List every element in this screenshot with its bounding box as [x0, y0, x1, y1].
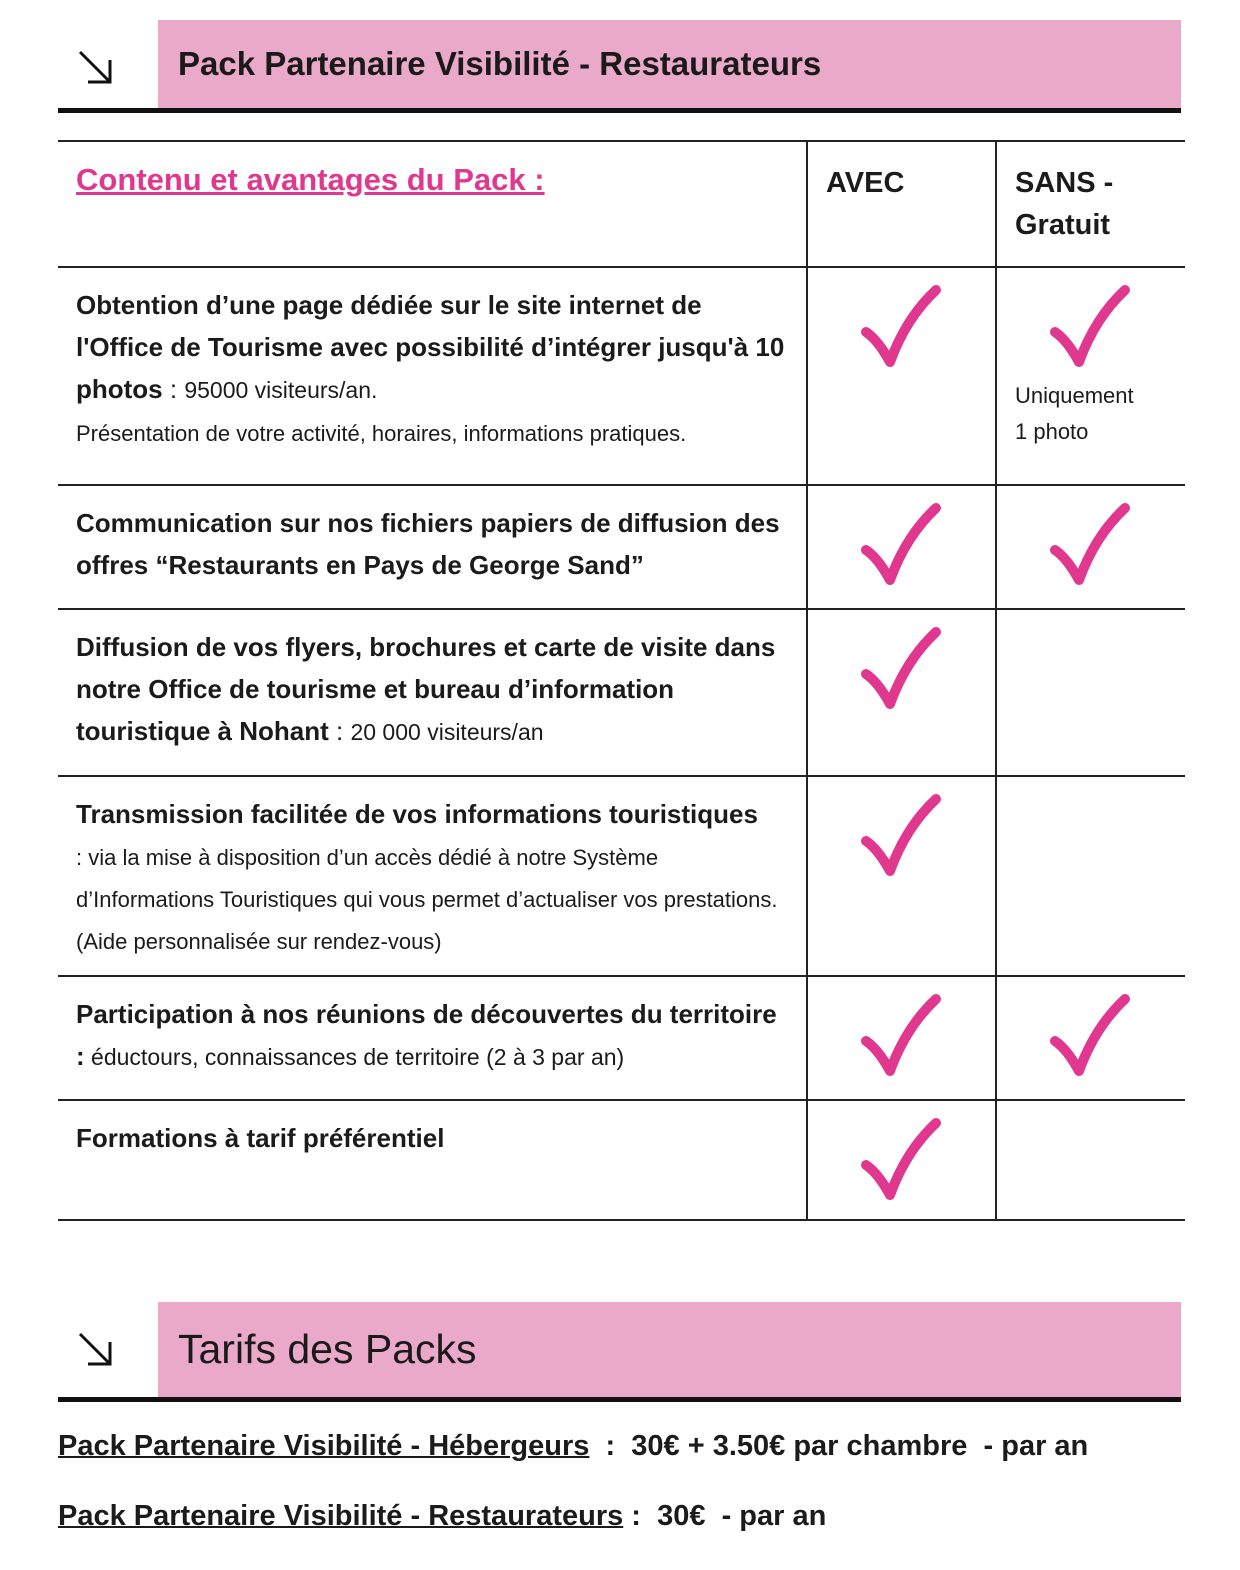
col-sans — [997, 142, 1185, 266]
row-description — [58, 977, 806, 1092]
tarif-value: : 30€ + 3.50€ par chambre - par an — [589, 1430, 1089, 1462]
table-row — [58, 267, 1185, 485]
checkmark-icon — [860, 626, 942, 712]
checkmark-icon — [1049, 284, 1131, 370]
tarif-link[interactable]: Pack Partenaire Visibilité - Hébergeurs — [58, 1430, 590, 1462]
row-title: Obtention d’une page dédiée sur le site internet de l'Office de Tourisme avec possibilité d’intégrer jusqu'à 10 photos — [76, 290, 785, 404]
row-title: Transmission facilitée de vos informations touristiques — [76, 799, 758, 829]
pack-title: Pack Partenaire Visibilité - Restaurateurs — [178, 45, 822, 82]
tarifs-title: Tarifs des Packs — [178, 1326, 477, 1372]
arrow-down-right-icon — [76, 1330, 116, 1370]
pack-title-bar — [158, 20, 1181, 108]
table-heading-cell — [58, 141, 807, 267]
row-title: Participation à nos réunions de découvertes du territoire : — [76, 999, 777, 1071]
tarif-value: : 30€ - par an — [623, 1500, 827, 1532]
row-number: 95000 — [184, 377, 249, 403]
row-description — [58, 486, 806, 600]
checkmark-icon — [860, 502, 942, 588]
table-row — [58, 609, 1185, 776]
row-description — [58, 777, 806, 975]
sans-note-line2: 1 photo — [1015, 419, 1089, 444]
section-header-tarifs — [58, 1302, 1181, 1402]
table-row — [58, 976, 1185, 1100]
sans-note-line1: Uniquement — [1015, 383, 1134, 408]
table-row — [58, 1100, 1185, 1220]
row-sep: : — [328, 716, 351, 746]
col-avec: AVEC — [826, 167, 905, 199]
checkmark-icon — [1049, 993, 1131, 1079]
col-sans-line1: SANS - — [1015, 167, 1114, 199]
col-sans-line2: Gratuit — [1015, 209, 1111, 241]
row-description — [58, 610, 806, 767]
row-sep: : — [162, 374, 185, 404]
pack-table — [58, 140, 1185, 1221]
checkmark-icon — [860, 793, 942, 879]
arrow-box — [58, 20, 158, 108]
table-row — [58, 485, 1185, 609]
tarif-link[interactable]: Pack Partenaire Visibilité - Restaurateurs — [58, 1500, 624, 1532]
sans-note — [997, 370, 1185, 450]
col-avec-cell — [807, 141, 996, 267]
row-rest: visiteurs/an — [420, 719, 544, 745]
row-title: Communication sur nos fichiers papiers de diffusion des offres “Restaurants en Pays de George Sand” — [76, 508, 780, 580]
arrow-down-right-icon — [76, 48, 116, 88]
row-title: Formations à tarif préférentiel — [76, 1123, 445, 1153]
checkmark-icon — [1049, 502, 1131, 588]
arrow-box — [58, 1302, 158, 1397]
checkmark-icon — [860, 993, 942, 1079]
section-header-pack — [58, 20, 1181, 113]
tarif-line — [58, 1500, 826, 1533]
table-heading[interactable]: Contenu et avantages du Pack : — [76, 162, 545, 197]
row-title: Diffusion de vos flyers, brochures et carte de visite dans notre Office de tourisme et bureau d’information touristique à Nohant — [76, 632, 776, 746]
row-description — [58, 1101, 806, 1173]
table-row — [58, 776, 1185, 976]
row-number: 20 000 — [350, 719, 421, 745]
row-rest: éductours, connaissances de territoire (2 à 3 par an) — [84, 1044, 625, 1070]
col-sans-cell — [996, 141, 1185, 267]
checkmark-icon — [860, 1117, 942, 1203]
checkmark-icon — [860, 284, 942, 370]
header-rule — [58, 1397, 1181, 1402]
table-header-row — [58, 141, 1185, 267]
row-extra: : via la mise à disposition d’un accès dédié à notre Système d’Informations Touristiques qui vous permet d’actualiser vos prestations. (Aide personnalisée sur rendez-vous) — [76, 845, 778, 954]
row-description — [58, 268, 806, 467]
row-extra: Présentation de votre activité, horaires, informations pratiques. — [76, 421, 687, 446]
tarif-line — [58, 1430, 1088, 1463]
tarifs-title-bar — [158, 1302, 1181, 1397]
row-rest: visiteurs/an. — [248, 377, 378, 403]
header-rule — [58, 108, 1181, 113]
